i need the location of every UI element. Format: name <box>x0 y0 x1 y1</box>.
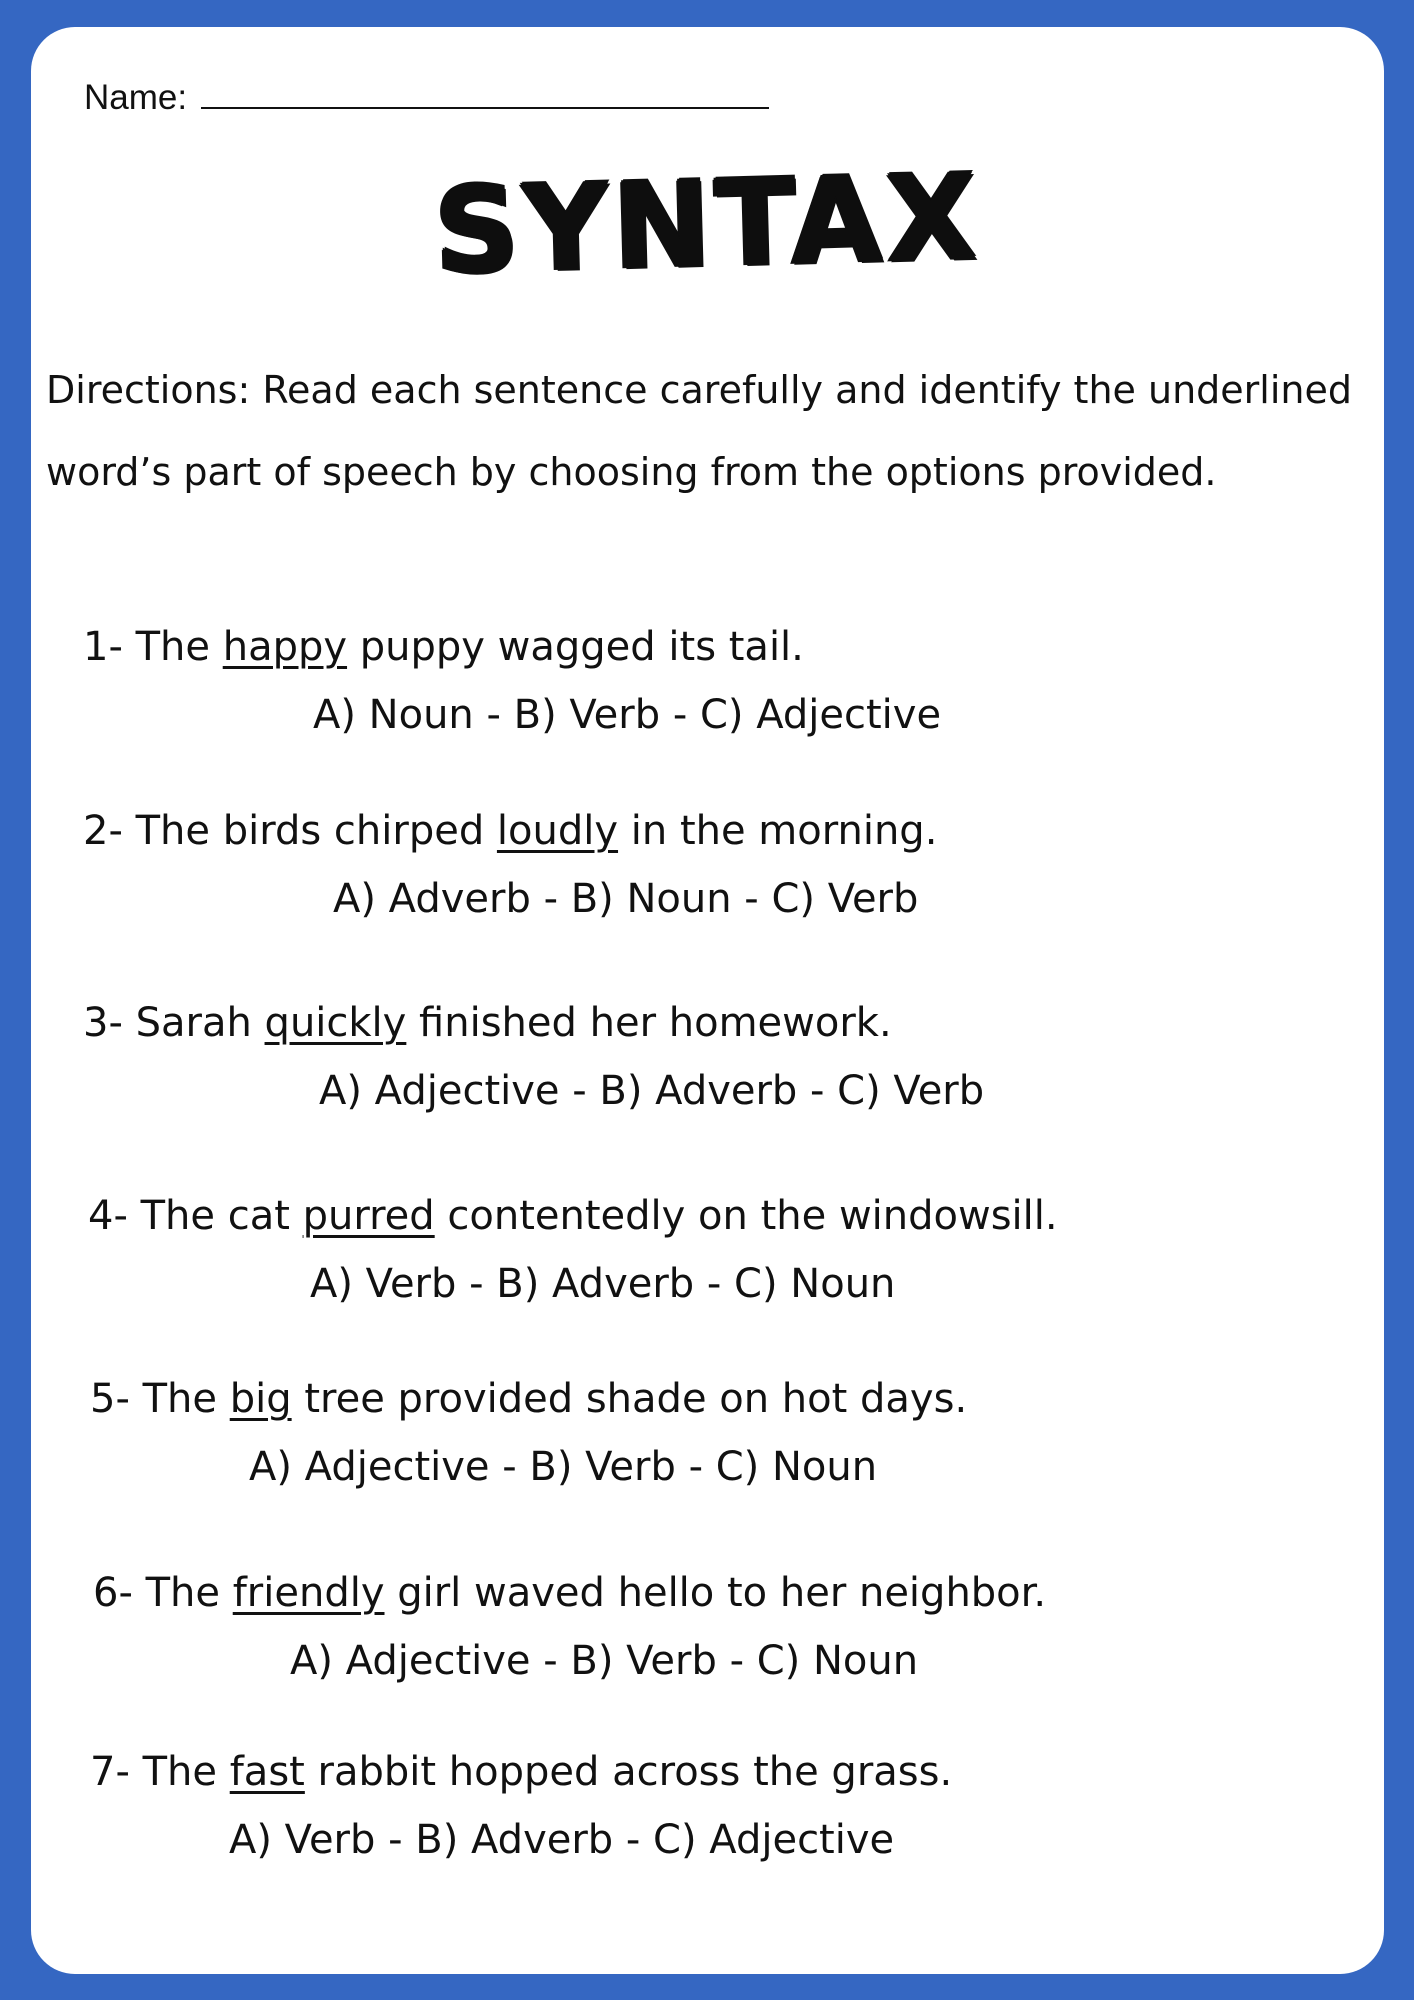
worksheet-page <box>31 27 1384 1974</box>
underlined-word: friendly <box>232 1570 385 1616</box>
answer-options: A) Verb - B) Adverb - C) Noun <box>310 1261 896 1307</box>
sentence-after: contentedly on the windowsill. <box>434 1193 1058 1239</box>
underlined-word: purred <box>302 1193 435 1239</box>
question-number: 1- <box>83 624 123 670</box>
answer-options: A) Adjective - B) Adverb - C) Verb <box>319 1068 985 1114</box>
sentence-before: The <box>142 1376 230 1422</box>
name-label: Name: <box>84 78 188 117</box>
worksheet-title: SYNTAX <box>432 147 983 301</box>
title-container <box>31 147 1384 301</box>
sentence-after: puppy wagged its tail. <box>347 624 804 670</box>
answer-options: A) Adjective - B) Verb - C) Noun <box>249 1444 878 1490</box>
answer-options: A) Verb - B) Adverb - C) Adjective <box>229 1817 895 1863</box>
answer-options: A) Adjective - B) Verb - C) Noun <box>290 1638 919 1684</box>
sentence-before: The <box>145 1570 233 1616</box>
question-number: 4- <box>88 1193 128 1239</box>
underlined-word: quickly <box>264 1000 407 1046</box>
question-number: 3- <box>83 1000 123 1046</box>
sentence-before: The <box>135 624 223 670</box>
sentence-before: The cat <box>140 1193 303 1239</box>
question-sentence <box>90 1376 967 1422</box>
underlined-word: loudly <box>496 808 619 854</box>
name-blank-line[interactable] <box>201 73 769 109</box>
question-sentence <box>90 1749 952 1795</box>
sentence-after: finished her homework. <box>406 1000 892 1046</box>
underlined-word: fast <box>229 1749 305 1795</box>
question-number: 5- <box>90 1376 130 1422</box>
question-number: 2- <box>83 808 123 854</box>
directions-text: Directions: Read each sentence carefully and identify the underlined word’s part of speech by choosing from the options provided. <box>46 368 1352 494</box>
sentence-before: The <box>142 1749 230 1795</box>
question-sentence <box>93 1570 1046 1616</box>
question-sentence <box>83 624 804 670</box>
answer-options: A) Adverb - B) Noun - C) Verb <box>333 876 919 922</box>
question-sentence <box>83 1000 892 1046</box>
question-number: 7- <box>90 1749 130 1795</box>
question-sentence <box>83 808 937 854</box>
sentence-before: The birds chirped <box>135 808 497 854</box>
question-sentence <box>88 1193 1058 1239</box>
answer-options: A) Noun - B) Verb - C) Adjective <box>313 692 942 738</box>
sentence-after: in the morning. <box>618 808 938 854</box>
sentence-before: Sarah <box>135 1000 265 1046</box>
underlined-word: happy <box>222 624 348 670</box>
sentence-after: tree provided shade on hot days. <box>291 1376 968 1422</box>
sentence-after: rabbit hopped across the grass. <box>304 1749 953 1795</box>
sentence-after: girl waved hello to her neighbor. <box>384 1570 1047 1616</box>
name-field-row <box>84 73 769 118</box>
question-number: 6- <box>93 1570 133 1616</box>
underlined-word: big <box>229 1376 292 1422</box>
